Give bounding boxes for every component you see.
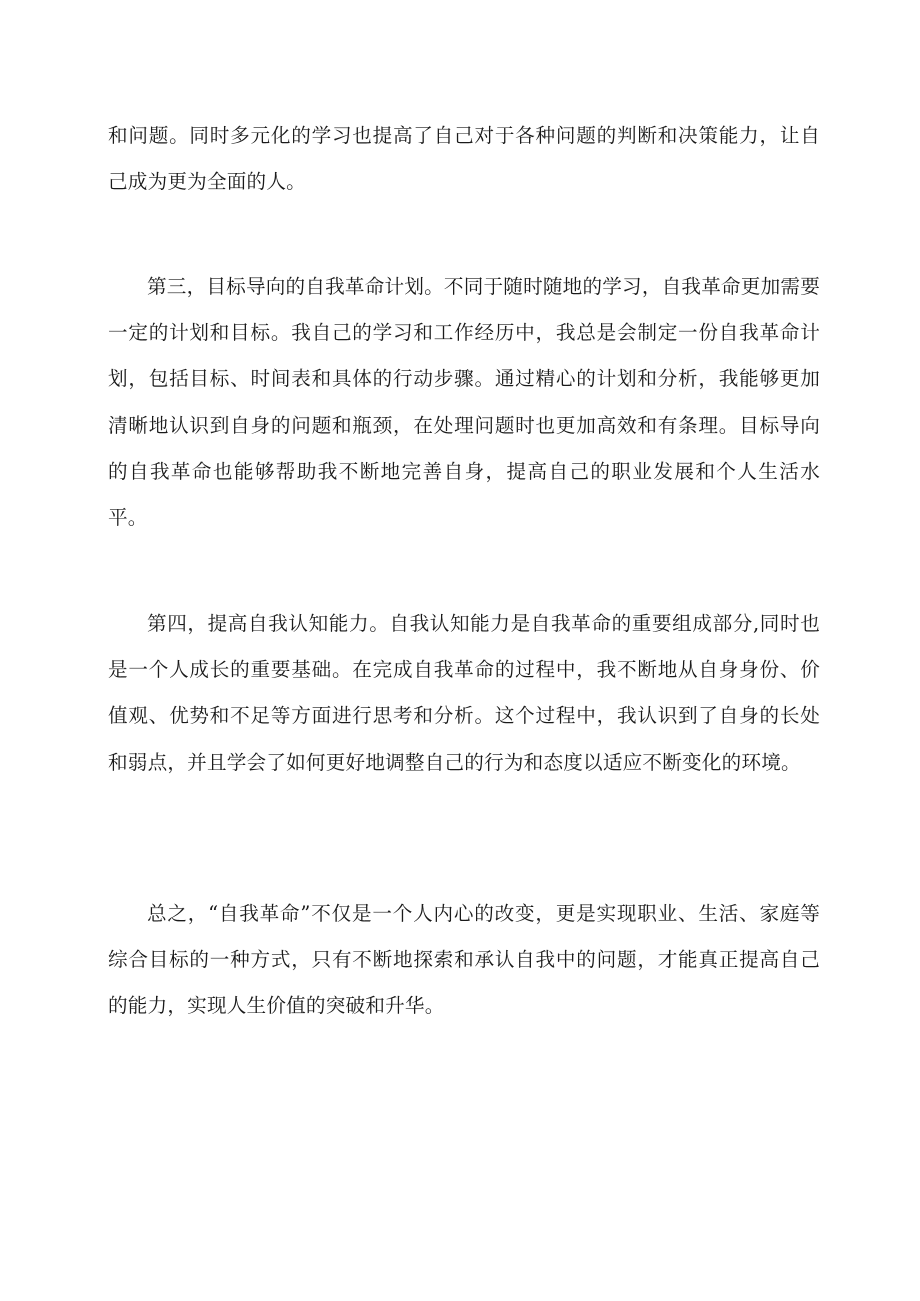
paragraph-fourth-point: 第四，提高自我认知能力。自我认知能力是自我革命的重要组成部分,同时也是一个人成长的重要基础。在完成自我革命的过程中，我不断地从自身身份、价值观、优势和不足等方面进行思考和分析。这个过程中，我认识到了自身的长处和弱点，并且学会了如何更好地调整自己的行为和态度以适应不断变化的环境。 bbox=[108, 612, 820, 774]
paragraph-continuation: 和问题。同时多元化的学习也提高了自己对于各种问题的判断和决策能力，让自己成为更为全面的人。 bbox=[108, 124, 820, 194]
paragraph-conclusion: 总之，“自我革命”不仅是一个人内心的改变，更是实现职业、生活、家庭等综合目标的一种方式，只有不断地探索和承认自我中的问题，才能真正提高自己的能力，实现人生价值的突破和升华。 bbox=[108, 902, 820, 1018]
paragraph-third-point: 第三，目标导向的自我革命计划。不同于随时随地的学习，自我革命更加需要一定的计划和目标。我自己的学习和工作经历中，我总是会制定一份自我革命计划，包括目标、时间表和具体的行动步骤。通过精心的计划和分析，我能够更加清晰地认识到自身的问题和瓶颈，在处理问题时也更加高效和有条理。目标导向的自我革命也能够帮助我不断地完善自身，提高自己的职业发展和个人生活水平。 bbox=[108, 275, 820, 530]
